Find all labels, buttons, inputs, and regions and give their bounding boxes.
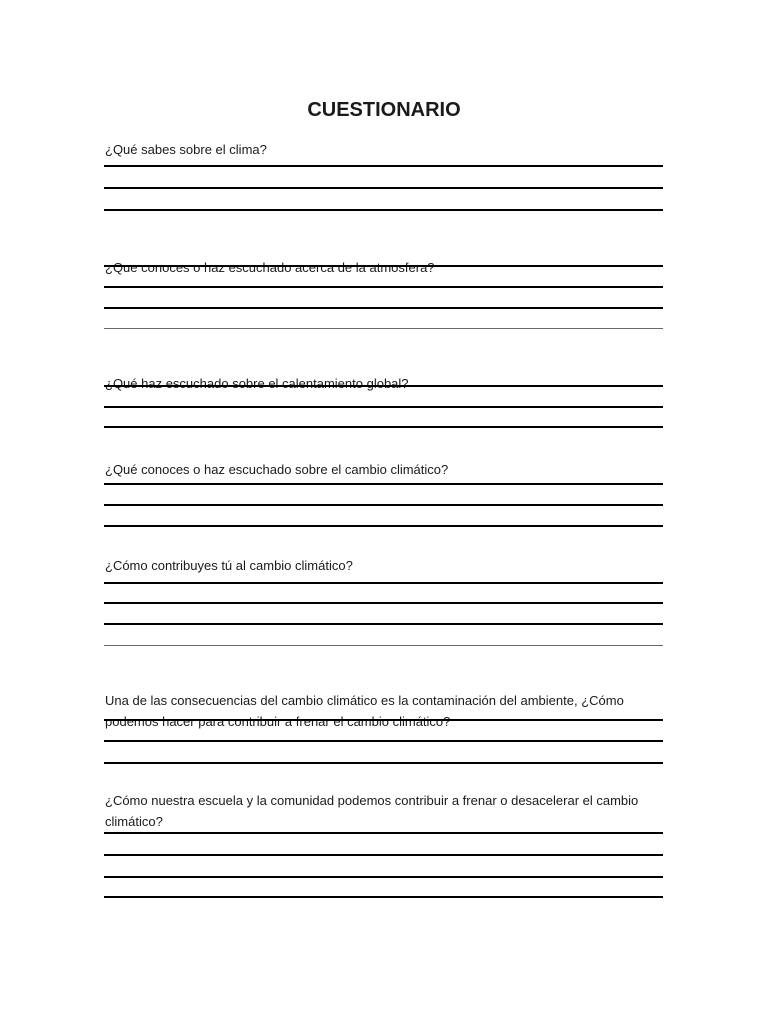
answer-line bbox=[104, 602, 663, 604]
document-title: CUESTIONARIO bbox=[307, 99, 461, 122]
answer-line bbox=[104, 504, 663, 506]
answer-line bbox=[104, 645, 663, 646]
answer-line bbox=[104, 582, 663, 584]
answer-line bbox=[104, 896, 663, 898]
answer-line bbox=[104, 832, 663, 834]
answer-line bbox=[104, 876, 663, 878]
answer-line bbox=[104, 385, 663, 387]
answer-line bbox=[104, 740, 663, 742]
answer-line bbox=[104, 525, 663, 527]
answer-line bbox=[104, 483, 663, 485]
question-text-4: ¿Qué conoces o haz escuchado sobre el cambio climático? bbox=[105, 462, 449, 477]
question-text-6: Una de las consecuencias del cambio climático es la contaminación del ambiente, ¿Cómo podemos hacer para contribuir a frenar el cambio climático? bbox=[105, 693, 624, 729]
answer-line bbox=[104, 286, 663, 288]
answer-line bbox=[104, 854, 663, 856]
question-text-1: ¿Qué sabes sobre el clima? bbox=[105, 142, 267, 157]
question-text-7: ¿Cómo nuestra escuela y la comunidad podemos contribuir a frenar o desacelerar el cambio climático? bbox=[105, 793, 639, 829]
question-text-5: ¿Cómo contribuyes tú al cambio climático? bbox=[105, 558, 353, 573]
answer-line bbox=[104, 719, 663, 721]
question-text-3: ¿Qué haz escuchado sobre el calentamiento global? bbox=[105, 376, 409, 391]
answer-line bbox=[104, 762, 663, 764]
answer-line bbox=[104, 406, 663, 408]
answer-line bbox=[104, 187, 663, 189]
answer-line bbox=[104, 623, 663, 625]
answer-line bbox=[104, 328, 663, 329]
answer-line bbox=[104, 426, 663, 428]
answer-line bbox=[104, 307, 663, 309]
answer-line bbox=[104, 265, 663, 267]
question-text-2: ¿Que conoces o haz escuchado acerca de la atmosfera? bbox=[105, 260, 435, 275]
answer-line bbox=[104, 165, 663, 167]
answer-line bbox=[104, 209, 663, 211]
